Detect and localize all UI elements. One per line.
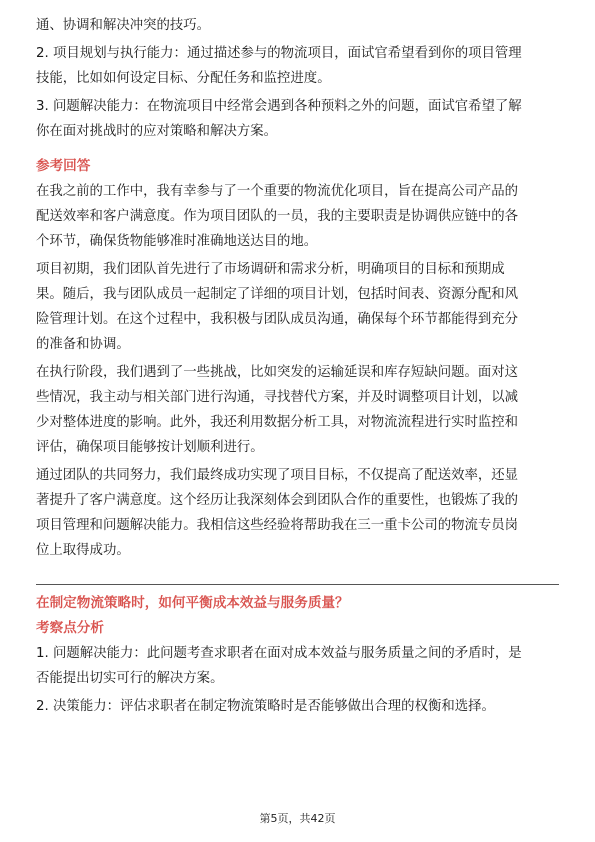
paragraph-line: 评估，确保项目能够按计划顺利进行。 [36,440,264,455]
paragraph-line: 果。随后，我与团队成员一起制定了详细的项目计划，包括时间表、资源分配和风 [36,287,519,302]
paragraph-line: 些情况，我主动与相关部门进行沟通，寻找替代方案，并及时调整项目计划，以减 [36,390,519,405]
paragraph-line: 项目初期，我们团队首先进行了市场调研和需求分析，明确项目的目标和预期成 [36,262,505,277]
paragraph-line: 的准备和协调。 [36,337,130,352]
paragraph-line: 在我之前的工作中，我有幸参与了一个重要的物流优化项目，旨在提高公司产品的 [36,184,519,199]
paragraph-line: 项目管理和问题解决能力。我相信这些经验将帮助我在三一重卡公司的物流专员岗 [36,518,519,533]
paragraph-line: 配送效率和客户满意度。作为项目团队的一员，我的主要职责是协调供应链中的各 [36,209,519,224]
analysis-heading: 考察点分析 [36,620,104,636]
paragraph-line: 著提升了客户满意度。这个经历让我深刻体会到团队合作的重要性，也锻炼了我的 [36,493,519,508]
paragraph-line: 位上取得成功。 [36,543,130,558]
paragraph-line: 否能提出切实可行的解决方案。 [36,671,224,686]
paragraph-line: 少对整体进度的影响。此外，我还利用数据分析工具，对物流流程进行实时监控和 [36,415,519,430]
page-number: 第5页，共42页 [259,812,336,825]
paragraph-line: 个环节，确保货物能够准时准确地送达目的地。 [36,234,318,249]
paragraph-line: 3. 问题解决能力：在物流项目中经常会遇到各种预料之外的问题，面试官希望了解 [36,99,522,114]
paragraph-line: 险管理计划。在这个过程中，我积极与团队成员沟通，确保每个环节都能得到充分 [36,312,519,327]
paragraph-line: 你在面对挑战时的应对策略和解决方案。 [36,124,278,139]
question-title: 在制定物流策略时，如何平衡成本效益与服务质量？ [36,595,349,611]
paragraph-line: 1. 问题解决能力：此问题考查求职者在面对成本效益与服务质量之间的矛盾时，是 [36,646,522,661]
paragraph-line: 在执行阶段，我们遇到了一些挑战，比如突发的运输延误和库存短缺问题。面对这 [36,365,519,380]
paragraph-line: 通过团队的共同努力，我们最终成功实现了项目目标，不仅提高了配送效率，还显 [36,468,519,483]
paragraph-line: 2. 项目规划与执行能力：通过描述参与的物流项目，面试官希望看到你的项目管理 [36,46,522,61]
section-divider [36,584,559,585]
paragraph-line: 2. 决策能力：评估求职者在制定物流策略时是否能够做出合理的权衡和选择。 [36,699,495,714]
reference-answer-heading: 参考回答 [36,158,91,174]
paragraph-line: 通、协调和解决冲突的技巧。 [36,18,211,33]
paragraph-line: 技能，比如如何设定目标、分配任务和监控进度。 [36,71,331,86]
